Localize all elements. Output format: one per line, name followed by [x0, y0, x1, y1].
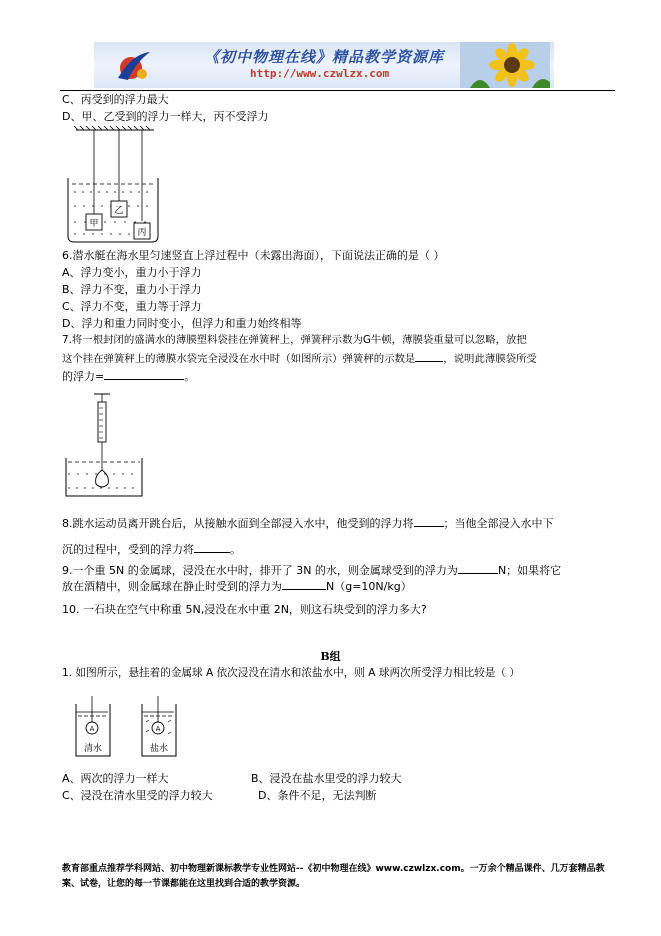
footer-note: 教育部重点推荐学科网站、初中物理新课标教学专业性网站--《初中物理在线》www.czwlzx.com。一万余个精品课件、几万套精品教案、试卷，让您的每一节课都能在这里找到合适的教学资源。 [62, 864, 605, 889]
water-bag [96, 470, 109, 487]
sunflower-icon [460, 42, 550, 88]
qb1-option-d: D、条件不足，无法判断 [258, 789, 377, 802]
q9-line2 [62, 578, 412, 594]
q9-blank-1 [458, 562, 498, 574]
q7-line3-text-a: 的浮力= [62, 370, 105, 383]
beaker-salt-water [142, 696, 176, 756]
q8-blank-2 [194, 541, 230, 553]
label-clear-water: 清水 [83, 744, 103, 754]
section-b-title: B组 [320, 650, 341, 663]
figure-two-beakers [72, 694, 182, 760]
q9-line1 [62, 562, 561, 578]
label-salt-water: 盐水 [149, 744, 169, 754]
q9-line1-text-b: N；如果将它 [497, 564, 562, 577]
qb1-option-c: C、浸没在清水里受的浮力较大 [62, 789, 213, 802]
q7-line3 [62, 368, 195, 384]
option-c: C、丙受到的浮力最大 [62, 93, 169, 106]
header-rule [60, 90, 615, 91]
q9-line2-text-a: 放在酒精中，则金属球在静止时受到的浮力为 [62, 580, 282, 593]
block-jia-label: 甲 [89, 219, 99, 229]
q8-line2 [62, 541, 241, 557]
q10-text: 10. 一石块在空气中称重 5N,浸没在水中重 2N，则这石块受到的浮力多大? [62, 603, 427, 616]
ball-label-1: A [89, 725, 95, 733]
site-logo-icon [114, 48, 154, 84]
q9-line2-text-b: N（g=10N/kg） [326, 580, 412, 593]
q7-line1: 7.将一根封闭的盛满水的薄膜塑料袋挂在弹簧秤上，弹簧秤示数为G牛顿，薄膜袋重量可以忽略，放把 [62, 334, 527, 346]
qb1-option-b: B、浸没在盐水里受的浮力较大 [251, 772, 402, 785]
block-yi-label: 乙 [114, 206, 124, 216]
q8-line1 [62, 515, 554, 531]
q7-line3-text-b: 。 [184, 370, 196, 383]
q8-line2-text-b: 。 [230, 543, 241, 556]
figure-three-blocks [62, 126, 162, 244]
ceiling-support [74, 126, 154, 130]
q9-blank-2 [282, 578, 326, 590]
q7-line2-text-a: 这个挂在弹簧秤上的薄膜水袋完全浸没在水中时（如图所示）弹簧秤的示数是 [62, 353, 416, 365]
q8-line1-text-b: ；当他全部浸入水中下 [443, 517, 554, 530]
ball-label-2: A [155, 725, 161, 733]
q6-option-d: D、浮力和重力同时变小，但浮力和重力始终相等 [62, 317, 302, 330]
q6-option-a: A、浮力变小，重力小于浮力 [62, 266, 202, 279]
q9-line1-text-a: 9.一个重 5N 的金属球，浸没在水中时，排开了 3N 的水，则金属球受到的浮力为 [62, 564, 458, 577]
qb1-option-a: A、两次的浮力一样大 [62, 772, 169, 785]
q7-line2-text-b: ，说明此薄膜袋所受 [443, 353, 537, 365]
q8-line1-text-a: 8.跳水运动员离开跳台后，从接触水面到全部浸入水中，他受到的浮力将 [62, 517, 414, 530]
q6-option-b: B、浮力不变，重力小于浮力 [62, 283, 202, 296]
option-d: D、甲、乙受到的浮力一样大，丙不受浮力 [62, 110, 269, 123]
qb1-stem: 1. 如图所示，悬挂着的金属球 A 依次浸没在清水和浓盐水中，则 A 球两次所受浮力相比较是（ ） [62, 667, 520, 679]
q7-line2 [62, 350, 537, 367]
q7-blank-1 [415, 350, 443, 362]
header-banner [94, 42, 554, 88]
q8-blank-1 [414, 515, 444, 527]
banner-title: 《初中物理在线》精品教学资源库 [204, 48, 445, 66]
banner-url: http://www.czwlzx.com [250, 67, 390, 80]
block-bing-label: 丙 [137, 228, 147, 238]
q6-option-c: C、浮力不变，重力等于浮力 [62, 300, 202, 313]
q6-stem: 6.潜水艇在海水里匀速竖直上浮过程中（未露出海面），下面说法正确的是（ ） [62, 249, 445, 262]
beaker-clear-water [76, 696, 110, 756]
q7-blank-2 [104, 368, 184, 380]
figure-spring-scale [64, 392, 146, 500]
q8-line2-text-a: 沉的过程中，受到的浮力将 [62, 543, 194, 556]
